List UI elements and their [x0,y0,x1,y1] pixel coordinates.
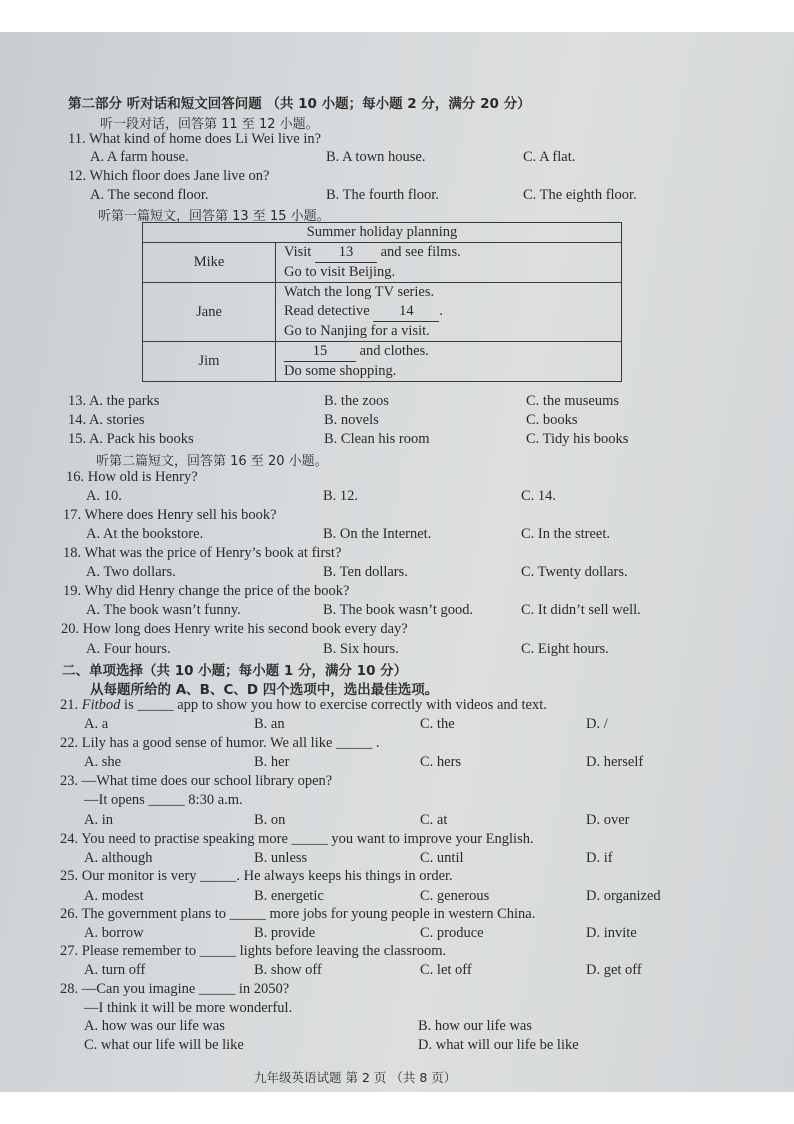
option-c: C. In the street. [521,526,610,542]
question-28-options-ab [0,1018,794,1038]
plan-text: Watch the long TV series. [284,284,435,300]
question-16-options [0,488,794,508]
option-c: C. Eight hours. [521,641,609,657]
question-24: 24. You need to practise speaking more _____ you want to improve your English. [60,831,534,847]
question-22: 22. Lily has a good sense of humor. We all like _____ . [60,735,380,751]
option-b: B. 12. [323,488,359,504]
option-a: A. The book wasn’t funny. [86,602,241,618]
option-a: A. how was our life was [84,1018,225,1034]
question-18: 18. What was the price of Henry’s book at first? [63,545,342,561]
blank-13: 13 [315,243,377,263]
question-28-line-2: —I think it will be more wonderful. [84,1000,293,1016]
question-21 [60,697,547,714]
question-20-options [0,641,794,661]
question-16: 16. How old is Henry? [66,469,198,485]
option-c: C. It didn’t sell well. [521,602,641,618]
option-d: D. get off [586,962,642,978]
plan-text: Go to visit Beijing. [284,264,396,280]
option-b: B. Clean his room [324,431,430,447]
table-name: Jane [143,283,276,342]
option-b: B. The book wasn’t good. [323,602,474,618]
option-a: A. A farm house. [90,149,189,165]
table-row-jane [143,283,622,342]
question-number: 21. [60,697,82,713]
option-b: B. how our life was [418,1018,532,1034]
option-d: D. herself [586,754,644,770]
option-b: B. Six hours. [323,641,399,657]
option-a: A. turn off [84,962,146,978]
question-18-options [0,564,794,584]
plan-text: Go to Nanjing for a visit. [284,323,430,339]
option-b: B. A town house. [326,149,426,165]
part2-header: 第二部分 听对话和短文回答问题 （共 10 小题；每小题 2 分，满分 20 分） [68,96,531,112]
question-17: 17. Where does Henry sell his book? [63,507,277,523]
table-plan [276,342,622,382]
option-c: C. books [526,412,578,428]
option-c: C. generous [420,888,490,904]
app-name: Fitbod [81,697,121,713]
option-b: B. The fourth floor. [326,187,439,203]
option-d: D. what will our life be like [418,1037,579,1053]
option-d: D. / [586,716,608,732]
question-27: 27. Please remember to _____ lights before leaving the classroom. [60,943,447,959]
question-19-options [0,602,794,622]
option-a: A. Two dollars. [86,564,176,580]
question-12: 12. Which floor does Jane live on? [68,168,270,184]
question-23-line-2: —It opens _____ 8:30 a.m. [84,792,243,808]
option-b: B. show off [254,962,322,978]
option-d: D. organized [586,888,661,904]
question-19: 19. Why did Henry change the price of the book? [63,583,350,599]
question-17-options [0,526,794,546]
question-23: 23. —What time does our school library open? [60,773,333,789]
option-c: C. what our life will be like [84,1037,244,1053]
part2-instruction-2: 听第一篇短文，回答第 13 至 15 小题。 [98,209,330,224]
option-c: C. let off [420,962,472,978]
option-c: C. A flat. [523,149,576,165]
option-a: A. in [84,812,113,828]
table-name: Mike [143,243,276,283]
plan-text: Read detective [284,303,374,319]
plan-text: . [439,303,443,319]
option-a: A. she [84,754,122,770]
option-a: A. although [84,850,153,866]
question-26-options [0,925,794,945]
option-b: B. energetic [254,888,324,904]
option-c: C. the [420,716,455,732]
option-c: C. until [420,850,464,866]
option-b: B. an [254,716,285,732]
option-b: B. her [254,754,290,770]
option-a: A. At the bookstore. [86,526,204,542]
question-14-a: 14. A. stories [68,412,145,428]
question-20: 20. How long does Henry write his second book every day? [61,621,408,637]
question-15 [0,431,794,451]
plan-text: Visit [284,244,315,260]
question-text: is _____ app to show you how to exercise correctly with videos and text. [120,697,547,713]
table-plan [276,243,622,283]
option-b: B. On the Internet. [323,526,432,542]
question-23-options [0,812,794,832]
option-c: C. Tidy his books [526,431,629,447]
option-b: B. novels [324,412,379,428]
blank-15: 15 [284,342,356,362]
option-c: C. The eighth floor. [523,187,637,203]
option-a: A. Four hours. [86,641,171,657]
plan-text: and clothes. [356,343,429,359]
question-15-a: 15. A. Pack his books [68,431,194,447]
plan-text: and see films. [376,244,461,260]
option-a: A. a [84,716,109,732]
option-b: B. the zoos [324,393,389,409]
question-24-options [0,850,794,870]
blank-14: 14 [373,302,439,322]
option-c: C. produce [420,925,484,941]
option-c: C. Twenty dollars. [521,564,628,580]
question-28: 28. —Can you imagine _____ in 2050? [60,981,290,997]
question-11: 11. What kind of home does Li Wei live in? [68,131,322,147]
question-26: 26. The government plans to _____ more jobs for young people in western China. [60,906,536,922]
question-27-options [0,962,794,982]
table-row-mike [143,243,622,283]
question-22-options [0,754,794,774]
table-row-jim [143,342,622,382]
table-plan [276,283,622,342]
question-14 [0,412,794,432]
single-choice-header: 二、单项选择（共 10 小题；每小题 1 分，满分 10 分） [62,663,408,679]
question-28-options-cd [0,1037,794,1057]
question-21-options [0,716,794,736]
option-c: C. 14. [521,488,557,504]
part2-instruction-1: 听一段对话，回答第 11 至 12 小题。 [100,117,319,132]
option-a: A. The second floor. [90,187,209,203]
page-footer: 九年级英语试题 第 2 页 （共 8 页） [254,1070,457,1085]
option-b: B. provide [254,925,316,941]
option-c: C. at [420,812,448,828]
option-b: B. on [254,812,286,828]
option-a: A. modest [84,888,144,904]
option-d: D. over [586,812,630,828]
plan-text: Do some shopping. [284,363,397,379]
table-title: Summer holiday planning [143,223,622,243]
question-25-options [0,888,794,908]
option-d: D. if [586,850,613,866]
option-d: D. invite [586,925,637,941]
question-13-a: 13. A. the parks [68,393,160,409]
option-c: C. hers [420,754,462,770]
option-b: B. unless [254,850,308,866]
option-a: A. borrow [84,925,144,941]
option-b: B. Ten dollars. [323,564,408,580]
question-13 [0,393,794,413]
question-12-options [0,187,794,207]
option-c: C. the museums [526,393,620,409]
table-name: Jim [143,342,276,382]
part2-instruction-3: 听第二篇短文，回答第 16 至 20 小题。 [96,454,328,469]
question-11-options [0,149,794,169]
question-25: 25. Our monitor is very _____. He always keeps his things in order. [60,868,453,884]
summer-holiday-table [142,222,622,382]
single-choice-instruction: 从每题所给的 A、B、C、D 四个选项中，选出最佳选项。 [90,682,439,698]
option-a: A. 10. [86,488,122,504]
